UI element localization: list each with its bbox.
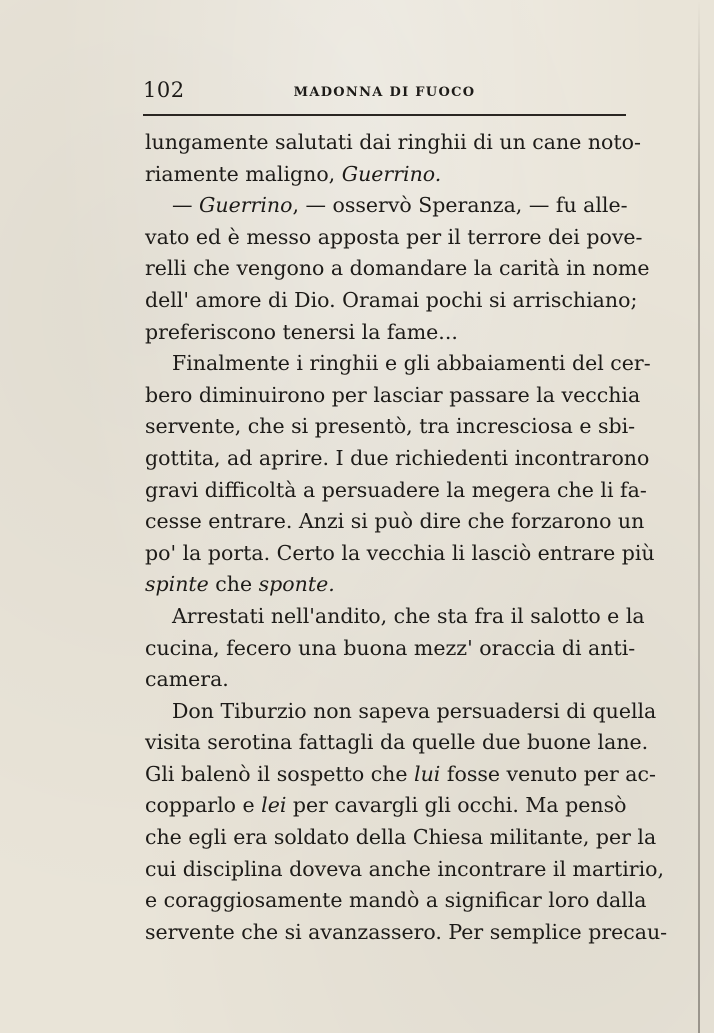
- text-line: servente, che si presentò, tra incresciosa e sbi-: [145, 414, 636, 439]
- text-line: preferiscono tenersi la fame...: [145, 319, 458, 344]
- text-line: copparlo e lei per cavargli gli occhi. Ma pensò: [145, 793, 627, 818]
- text-line: cucina, fecero una buona mezz' oraccia di anti-: [145, 635, 636, 660]
- text-line: cui disciplina doveva anche incontrare il martirio,: [145, 856, 665, 881]
- body-text: [145, 127, 668, 948]
- text-line: gottita, ad aprire. I due richiedenti incontrarono: [145, 445, 650, 470]
- running-title: MADONNA DI FUOCO: [293, 85, 476, 100]
- text-line: dell' amore di Dio. Oramai pochi si arrischiano;: [145, 287, 638, 312]
- text-line: relli che vengono a domandare la carità in nome: [145, 256, 650, 281]
- text-line: riamente maligno, Guerrino.: [145, 161, 442, 186]
- text-line: servente che si avanzassero. Per semplice precau-: [145, 919, 668, 944]
- text-line: — Guerrino, — osservò Speranza, — fu alle-: [172, 193, 628, 218]
- text-line: cesse entrare. Anzi si può dire che forzarono un: [145, 509, 645, 534]
- text-line: Don Tiburzio non sapeva persuadersi di quella: [172, 698, 657, 723]
- text-line: po' la porta. Certo la vecchia li lasciò entrare più: [145, 540, 655, 565]
- text-line: Gli balenò il sospetto che lui fosse venuto per ac-: [145, 761, 656, 786]
- text-line: visita serotina fattagli da quelle due buone lane.: [145, 730, 649, 755]
- page-edge: [698, 0, 700, 1033]
- text-line: bero diminuirono per lasciar passare la vecchia: [145, 382, 641, 407]
- page-number: 102: [143, 78, 185, 102]
- text-line: camera.: [145, 667, 229, 692]
- header-rule: [143, 114, 626, 116]
- text-line: gravi difficoltà a persuadere la megera che li fa-: [145, 477, 647, 502]
- text-line: vato ed è messo apposta per il terrore dei pove-: [145, 224, 643, 249]
- text-line: che egli era soldato della Chiesa militante, per la: [145, 825, 657, 850]
- page-header: [143, 78, 626, 108]
- text-line: Arrestati nell'andito, che sta fra il salotto e la: [172, 603, 645, 628]
- text-line: lungamente salutati dai ringhii di un cane noto-: [145, 130, 641, 154]
- text-line: spinte che sponte.: [145, 572, 335, 597]
- text-line: Finalmente i ringhii e gli abbaiamenti del cer-: [172, 351, 651, 376]
- text-line: e coraggiosamente mandò a significar loro dalla: [145, 888, 647, 913]
